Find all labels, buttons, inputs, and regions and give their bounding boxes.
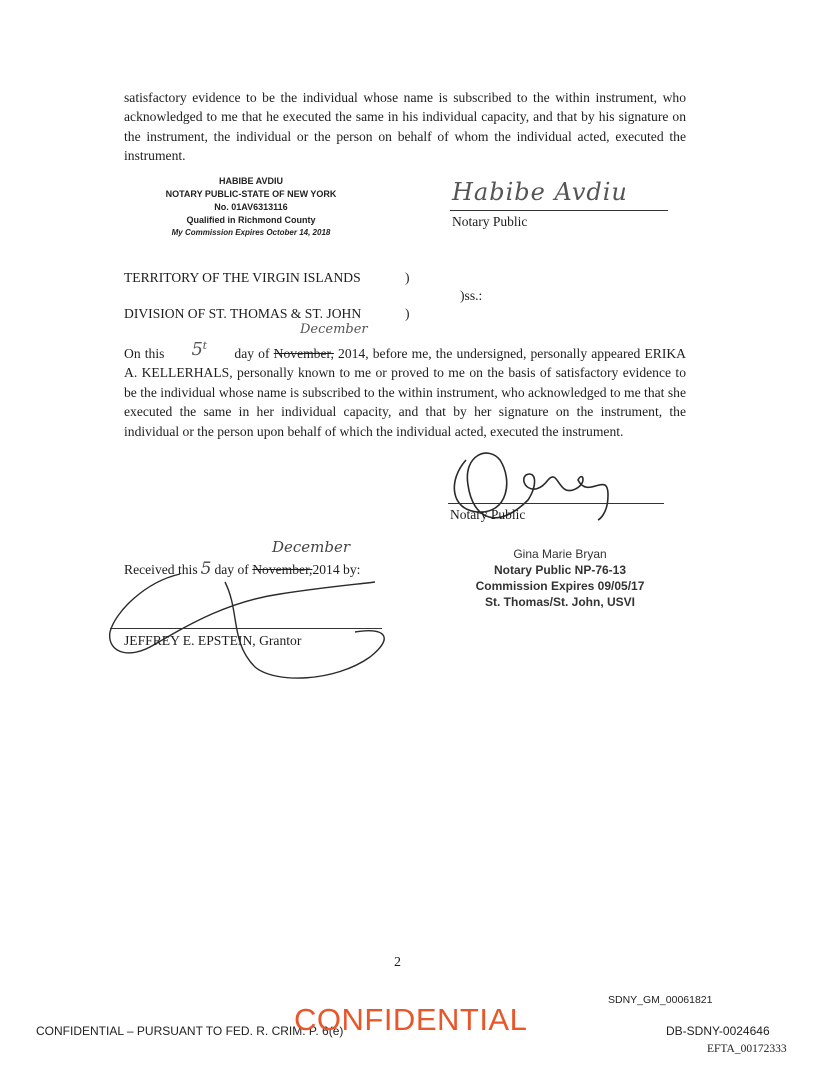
received-struck-month: November, <box>252 562 313 577</box>
notary-stamp-new-york <box>140 175 362 239</box>
paragraph-acknowledgment-2 <box>124 339 686 441</box>
paragraph-acknowledgment-1: satisfactory evidence to be the individual whose name is subscribed to the within instrument, who acknowledged to me that he executed the same in his individual capacity, and that by his signature on the instrument, the individual or the person on behalf of whom the individual acted, executed the instrument. <box>124 90 686 164</box>
bates-sdny-gm: SDNY_GM_00061821 <box>608 994 713 1006</box>
received-suffix: 2014 by: <box>312 562 361 577</box>
stamp2-number: Notary Public NP-76-13 <box>493 563 627 577</box>
notary-public-label-1: Notary Public <box>452 214 528 229</box>
venue-division: DIVISION OF ST. THOMAS & ST. JOHN <box>124 306 362 321</box>
signature-habibe-avdiu: Habibe Avdiu <box>452 178 628 206</box>
received-prefix: Received this <box>124 562 198 577</box>
struck-month-november: November, <box>273 346 334 361</box>
bates-efta: EFTA_00172333 <box>707 1043 787 1055</box>
paragraph-rest: 2014, before me, the undersigned, personally appeared ERIKA A. KELLERHALS, personally known to me or proved to me on the basis of satisfactory evidence to be the individual whose name is subscribed to the within instrument, who acknowledged to me that she executed the same in her individual capacity, and that by her signature on the instrument, the individual or the person upon behalf of which the individual acted, executed the instrument. <box>124 346 686 439</box>
handwritten-month-december: December <box>300 322 368 337</box>
grantor-signature-line <box>110 628 382 629</box>
stamp-expiry: My Commission Expires October 14, 2018 <box>171 228 331 237</box>
venue-territory: TERRITORY OF THE VIRGIN ISLANDS <box>124 270 361 285</box>
grantor-label: JEFFREY E. EPSTEIN, Grantor <box>124 633 302 648</box>
notary-public-label-2: Notary Public <box>450 507 526 522</box>
notary-stamp-virgin-islands <box>460 546 660 610</box>
stamp2-location: St. Thomas/St. John, USVI <box>484 595 636 609</box>
confidential-stamp: CONFIDENTIAL <box>294 1002 528 1037</box>
handwritten-received-day: 5 <box>200 559 212 579</box>
bates-db-sdny: DB-SDNY-0024646 <box>666 1024 770 1038</box>
signature-line-2 <box>448 503 664 504</box>
stamp2-name: Gina Marie Bryan <box>513 547 607 561</box>
venue-ss: )ss.: <box>460 288 483 303</box>
signature-line-1 <box>450 210 668 211</box>
venue-paren-2: ) <box>405 306 410 321</box>
stamp-number: No. 01AV6313116 <box>214 202 288 212</box>
signature-grantor <box>105 572 425 687</box>
confidential-pursuant-label: CONFIDENTIAL – PURSUANT TO FED. R. CRIM. P. 6(e) <box>36 1024 344 1038</box>
venue-paren-1: ) <box>405 270 410 285</box>
stamp2-expiry: Commission Expires 09/05/17 <box>475 579 645 593</box>
stamp-county: Qualified in Richmond County <box>186 215 316 225</box>
page-number: 2 <box>394 955 401 970</box>
day-of-text: day of <box>234 346 270 361</box>
stamp-name: HABIBE AVDIU <box>218 176 283 186</box>
handwritten-day-5th: 5ᵗ <box>191 339 208 360</box>
stamp-title: NOTARY PUBLIC-STATE OF NEW YORK <box>165 189 337 199</box>
signature-gina-marie-bryan <box>438 440 678 540</box>
handwritten-received-month: December <box>272 538 351 556</box>
received-day-of: day of <box>214 562 249 577</box>
on-this-text: On this <box>124 346 165 361</box>
